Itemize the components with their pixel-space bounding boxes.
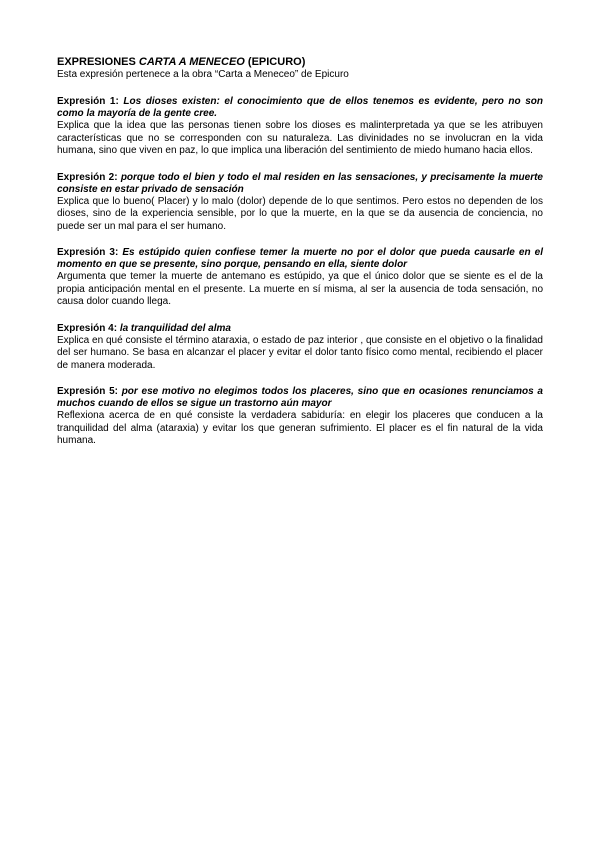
expression-section-5 — [57, 386, 543, 448]
title-prefix: EXPRESIONES — [57, 56, 139, 68]
expression-heading — [57, 386, 543, 410]
expression-heading — [57, 247, 543, 271]
document-page — [57, 56, 543, 462]
expression-label: Expresión 1: — [57, 96, 124, 107]
expression-label: Expresión 5: — [57, 386, 122, 397]
expression-explanation: Reflexiona acerca de en qué consiste la verdadera sabiduría: en elegir los placeres que conducen a la tranquilidad del alma (ataraxia) y evitar los que generan sufrimiento. El placer es el fin natural de la vida humana. — [57, 410, 543, 446]
expression-section-1 — [57, 96, 543, 158]
document-intro: Esta expresión pertenece a la obra “Carta a Meneceo” de Epicuro — [57, 69, 349, 80]
title-work: CARTA A MENECEO — [138, 56, 245, 68]
expression-explanation: Explica que lo bueno( Placer) y lo malo (dolor) depende de lo que sentimos. Pero estos no dependen de los dioses, sino de la experiencia sensible, por lo que la muerte, en la que se da ausencia de conciencia, no puede ser un mal para el ser humano. — [57, 195, 543, 232]
expression-quote: Los dioses existen: el conocimiento que de ellos tenemos es evidente, pero no son como la mayoría de la gente cree. — [57, 96, 543, 119]
document-title — [57, 56, 543, 69]
expression-section-4 — [57, 323, 543, 373]
expression-explanation: Explica en qué consiste el término ataraxia, o estado de paz interior , que consiste en el objetivo o la finalidad del ser humano. Se basa en alcanzar el placer y evitar el dolor tanto físico como mental, recibiendo el placer de manera moderada. — [57, 334, 543, 371]
expression-quote: por ese motivo no elegimos todos los placeres, sino que en ocasiones renunciamos a muchos cuando de ellos se sigue un trastorno aún mayor — [57, 386, 543, 409]
expression-heading — [57, 172, 543, 196]
expression-quote: Es estúpido quien confiese temer la muerte no por el dolor que pueda causarle en el momento en que se presente, sino porque, pensando en ella, siente dolor — [57, 247, 543, 270]
title-suffix: (EPICURO) — [244, 56, 306, 68]
expression-explanation: Explica que la idea que las personas tienen sobre los dioses es malinterpretada ya que se les atribuyen características que no se corresponden con su naturaleza. Las divinidades no se involucran en la vida humana, sino que viven en paz, lo que implica una liberación del sentimiento de miedo humano hacia ellos. — [57, 120, 543, 156]
expression-heading — [57, 323, 543, 335]
expression-label: Expresión 3: — [57, 247, 123, 258]
expression-section-2 — [57, 172, 543, 234]
expression-section-3 — [57, 247, 543, 309]
expression-quote: porque todo el bien y todo el mal residen en las sensaciones, y precisamente la muerte consiste en estar privado de sensación — [57, 171, 543, 195]
expression-label: Expresión 4: — [57, 322, 120, 334]
expression-quote: la tranquilidad del alma — [119, 322, 231, 334]
expression-explanation: Argumenta que temer la muerte de antemano es estúpido, ya que el único dolor que se siente es el de la propia anticipación mental en el presente. La muerte en sí misma, al ser la ausencia de toda sensación, no causa dolor cuando llega. — [57, 271, 543, 307]
expression-heading — [57, 96, 543, 120]
expression-label: Expresión 2: — [57, 171, 121, 183]
